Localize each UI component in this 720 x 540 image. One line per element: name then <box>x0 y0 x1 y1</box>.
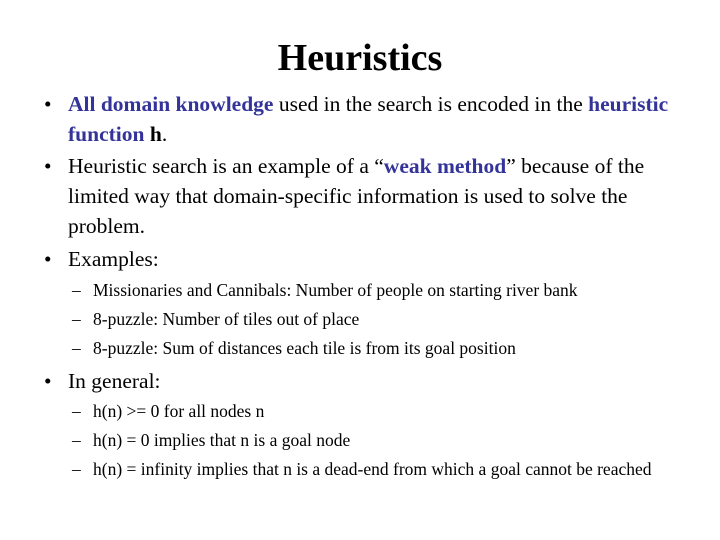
example-text: Missionaries and Cannibals: Number of people on starting river bank <box>93 280 578 300</box>
bullet-marker: • <box>44 154 52 178</box>
term-domain-knowledge: All domain knowledge <box>68 92 274 116</box>
example-item <box>72 336 692 361</box>
sub-bullet-marker: – <box>72 459 81 479</box>
bullet-item-weak-method <box>45 151 685 241</box>
bullet-text-segment: ” because of the limited way that domain-specific information is used to solve the problem. <box>68 154 645 238</box>
bullet-text: Examples: <box>68 247 159 271</box>
term-h: h <box>144 122 162 146</box>
example-text: 8-puzzle: Sum of distances each tile is from its goal position <box>93 338 516 358</box>
bullet-text-segment: used in the search is encoded in the <box>273 92 589 116</box>
sub-bullet-marker: – <box>72 430 81 450</box>
example-text: 8-puzzle: Number of tiles out of place <box>93 309 360 329</box>
bullet-text: In general: <box>68 369 161 393</box>
sub-bullet-marker: – <box>72 280 81 300</box>
bullet-text <box>68 151 685 241</box>
bullet-item-examples <box>45 244 685 274</box>
bullet-marker: • <box>44 369 52 393</box>
term-weak-method: weak method <box>383 154 507 178</box>
general-item <box>72 428 692 453</box>
bullet-item-in-general <box>45 366 685 396</box>
general-text: h(n) = infinity implies that n is a dead-end from which a goal cannot be reached <box>93 459 652 479</box>
bullet-text <box>68 89 685 149</box>
bullet-item-domain-knowledge <box>45 89 685 149</box>
term-heuristic-function: heuristic function <box>68 92 669 146</box>
general-text: h(n) >= 0 for all nodes n <box>93 401 265 421</box>
general-item <box>72 457 692 482</box>
sub-bullet-marker: – <box>72 401 81 421</box>
slide-title: Heuristics <box>277 37 443 79</box>
bullet-text-segment: Heuristic search is an example of a “ <box>68 154 384 178</box>
example-item <box>72 307 692 332</box>
bullet-text-segment: . <box>161 122 168 146</box>
example-item <box>72 278 692 303</box>
sub-bullet-marker: – <box>72 338 81 358</box>
sub-bullet-marker: – <box>72 309 81 329</box>
bullet-marker: • <box>44 92 52 116</box>
general-item <box>72 399 692 424</box>
general-text: h(n) = 0 implies that n is a goal node <box>93 430 351 450</box>
bullet-marker: • <box>44 247 52 271</box>
